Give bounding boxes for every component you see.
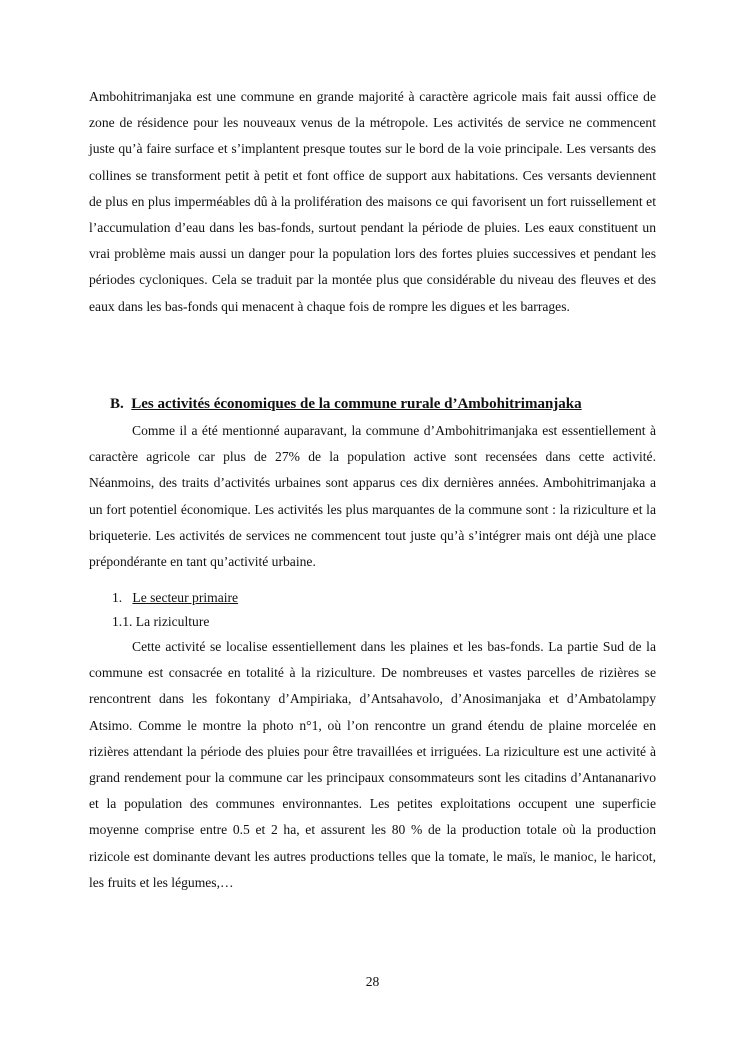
- section-b-title: Les activités économiques de la commune rurale d’Ambohitrimanjaka: [131, 396, 582, 412]
- section-b-paragraph: Comme il a été mentionné auparavant, la commune d’Ambohitrimanjaka est essentiellement à caractère agricole car plus de 27% de la population active sont recensées dans cette activité. Néanmoins, des traits d’activités urbaines sont apparus ces dix dernières années. Ambohitrimanjaka a un fort potentiel économique. Les activités les plus marquantes de la commune sont : la riziculture et la briqueterie. Les activités de services ne commencent tout juste qu’à s’intégrer mais ont déjà une place prépondérante en tant qu’activité urbaine.: [89, 423, 656, 570]
- page-number: 28: [365, 974, 380, 989]
- secteur-primaire-heading: [112, 587, 238, 609]
- section-b-number: B.: [110, 396, 124, 412]
- sub1-number: 1.: [112, 590, 123, 605]
- riziculture-paragraph: Cette activité se localise essentiellement dans les plaines et les bas-fonds. La partie Sud de la commune est consacrée en totalité à la riziculture. De nombreuses et vastes parcelles de rizières se rencontrent dans les fokontany d’Ampiriaka, d’Antsahavolo, d’Anosimanjaka et d’Ambatolampy Atsimo. Comme le montre la photo n°1, où l’on rencontre un grand étendu de plaine morcelée en rizières attendant la période des pluies pour être travaillées et irriguées. La riziculture est une activité à grand rendement pour la commune car les principaux consommateurs sont les citadins d’Antananarivo et la population des communes environnantes. Les petites exploitations occupent une superficie moyenne comprise entre 0.5 et 2 ha, et assurent les 80 % de la production totale où la production rizicole est dominante devant les autres productions telles que la tomate, le maïs, le manioc, le haricot, les fruits et les légumes,…: [89, 639, 656, 890]
- riziculture-heading: 1.1. La riziculture: [112, 614, 210, 629]
- sub1-title: Le secteur primaire: [132, 590, 239, 605]
- intro-paragraph: Ambohitrimanjaka est une commune en grande majorité à caractère agricole mais fait aussi office de zone de résidence pour les nouveaux venus de la métropole. Les activités de service ne commencent juste qu’à faire surface et s’implantent presque toutes sur le bord de la voie principale. Les versants des collines se transforment petit à petit et font office de support aux habitations. Ces versants deviennent de plus en plus imperméables dû à la prolifération des maisons ce qui favorisent un fort ruissellement et l’accumulation d’eau dans les bas-fonds, surtout pendant la période de pluies. Les eaux constituent un vrai problème mais aussi un danger pour la population lors des fortes pluies successives et pendant les périodes cycloniques. Cela se traduit par la montée plus que considérable du niveau des fleuves et des eaux dans les bas-fonds qui menacent à chaque fois de rompre les digues et les barrages.: [89, 89, 656, 314]
- section-b-heading: [110, 393, 582, 415]
